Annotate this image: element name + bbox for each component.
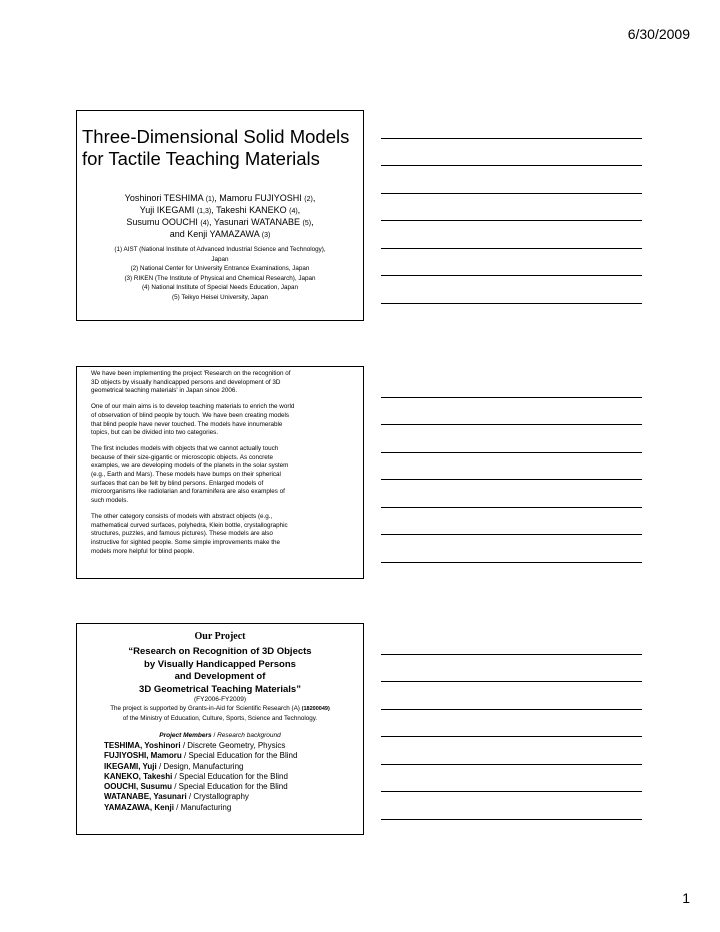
- project-heading: Our Project: [194, 631, 246, 642]
- affiliation-line: (3) RIKEN (The Institute of Physical and Chemical Research), Japan: [124, 274, 316, 282]
- note-line: [381, 764, 642, 765]
- intro-paragraph: [91, 403, 349, 438]
- note-line: [381, 562, 642, 563]
- slide-our-project: [76, 623, 364, 835]
- introduction-text: [91, 370, 349, 563]
- member-row: [104, 803, 359, 813]
- text-line: models more helpful for blind people.: [91, 547, 195, 555]
- author-name: Yoshinori TESHIMA: [124, 193, 206, 203]
- member-row: [104, 751, 359, 761]
- member-name: WATANABE, Yasunari: [104, 792, 187, 802]
- note-line: [381, 424, 642, 425]
- intro-paragraph: [91, 445, 349, 506]
- text-line: instructive for sighted people. Some simple improvements make the: [91, 538, 280, 546]
- text-line: of observation of blind people by touch. We have been creating models: [91, 411, 290, 419]
- project-title: [77, 646, 363, 696]
- slide-introduction: [76, 366, 364, 579]
- author-name: , Mamoru FUJIYOSHI: [214, 193, 305, 203]
- project-title-line: “Research on Recognition of 3D Objects: [128, 646, 312, 657]
- text-line: structures, puzzles, and famous pictures). These models are also: [91, 530, 273, 538]
- member-name: IKEGAMI, Yuji: [104, 761, 157, 771]
- fiscal-years: (FY2006-FY2009): [193, 696, 247, 703]
- affiliation-line: Japan: [211, 255, 229, 263]
- text-line: examples, we are developing models of the planets in the solar system: [91, 462, 289, 470]
- author-line: [77, 217, 363, 229]
- note-line: [381, 275, 642, 276]
- funding-line: [77, 704, 363, 714]
- note-line: [381, 303, 642, 304]
- member-name: KANEKO, Takeshi: [104, 771, 173, 781]
- author-name: ,: [311, 217, 314, 227]
- member-role: / Special Education for the Blind: [181, 751, 298, 761]
- funding-text: The project is supported by Grants-in-Aid for Scientific Research (A): [110, 705, 302, 712]
- author-name: ,: [297, 205, 301, 215]
- funding-note: [77, 704, 363, 723]
- member-row: [104, 741, 359, 751]
- note-line: [381, 397, 642, 398]
- note-line: [381, 479, 642, 480]
- note-line: [381, 507, 642, 508]
- note-line: [381, 165, 642, 166]
- affiliation-marker: (1): [205, 196, 215, 203]
- affiliation-line: (1) AIST (National Institute of Advanced Industrial Science and Technology),: [114, 246, 326, 253]
- project-title-line: by Visually Handicapped Persons: [144, 658, 296, 670]
- slide-title: [76, 110, 364, 321]
- affiliation-list: [77, 245, 363, 302]
- members-heading: [77, 732, 363, 739]
- note-line: [381, 791, 642, 792]
- member-name: TESHIMA, Yoshinori: [104, 741, 181, 750]
- member-role: / Crystallography: [186, 792, 249, 802]
- members-label: Project Members: [159, 732, 212, 739]
- note-line: [381, 709, 642, 710]
- text-line: such models.: [91, 497, 129, 505]
- grant-number: (18200049): [301, 706, 330, 712]
- affiliation-marker: (4): [289, 208, 298, 215]
- members-separator: /: [211, 732, 218, 739]
- note-line: [381, 736, 642, 737]
- text-line: 3D objects by visually handicapped persons and development of 3D: [91, 378, 281, 386]
- intro-paragraph: [91, 370, 349, 396]
- funding-ministry: of the Ministry of Education, Culture, Sports, Science and Technology.: [122, 715, 318, 722]
- member-role: / Manufacturing: [173, 802, 232, 812]
- affiliation-marker: (4): [200, 220, 209, 227]
- author-line: [77, 205, 363, 217]
- text-line: We have been implementing the project 'Research on the recognition of: [91, 370, 291, 377]
- member-row: [104, 772, 359, 782]
- author-line: [77, 229, 363, 241]
- affiliation-marker: (5): [302, 220, 312, 227]
- member-row: [104, 792, 359, 802]
- text-line: (e.g., Earth and Mars). These models have bumps on their spherical: [91, 471, 281, 479]
- member-role: / Special Education for the Blind: [172, 771, 288, 781]
- author-name: Yuji IKEGAMI: [139, 205, 197, 215]
- text-line: The first includes models with objects that we cannot actually touch: [91, 444, 279, 452]
- affiliation-marker: (1,3): [196, 208, 212, 215]
- page-date: 6/30/2009: [627, 26, 690, 42]
- project-title-line: 3D Geometrical Teaching Materials”: [139, 683, 301, 695]
- intro-paragraph: [91, 513, 349, 557]
- note-line: [381, 681, 642, 682]
- affiliation-marker: (3): [261, 232, 271, 239]
- member-list: [104, 741, 359, 813]
- note-line: [381, 248, 642, 249]
- member-role: / Design, Manufacturing: [156, 761, 244, 771]
- text-line: microorganisms like radiolarian and foraminifera are also examples of: [91, 488, 285, 496]
- project-title-line: and Development of: [174, 671, 266, 682]
- author-name: , Yasunari WATANABE: [208, 217, 303, 227]
- member-role: / Discrete Geometry, Physics: [180, 741, 286, 750]
- note-line: [381, 138, 642, 139]
- member-name: FUJIYOSHI, Mamoru: [104, 751, 182, 761]
- author-name: , Takeshi KANEKO: [211, 205, 290, 215]
- members-sublabel: Research background: [217, 732, 281, 739]
- text-line: The other category consists of models with abstract objects (e.g.,: [91, 512, 273, 520]
- member-row: [104, 782, 359, 792]
- text-line: because of their size-gigantic or microscopic objects. As concrete: [91, 453, 273, 461]
- text-line: topics, but can be divided into two categories.: [91, 429, 219, 437]
- member-row: [104, 762, 359, 772]
- text-line: that blind people have never touched. The models have innumerable: [91, 420, 283, 428]
- author-name: and Kenji YAMAZAWA: [169, 229, 262, 239]
- author-line: [77, 193, 363, 205]
- author-list: [77, 193, 363, 241]
- member-name: OOUCHI, Susumu: [104, 782, 173, 792]
- title-line: for Tactile Teaching Materials: [82, 148, 320, 169]
- slide-title-heading: [82, 126, 349, 170]
- member-name: YAMAZAWA, Kenji: [104, 802, 174, 812]
- author-name: Susumu OOUCHI: [126, 217, 201, 227]
- note-line: [381, 193, 642, 194]
- text-line: geometrical teaching materials' in Japan since 2006.: [91, 387, 238, 395]
- affiliation-line: (4) National Institute of Special Needs Education, Japan: [141, 284, 299, 291]
- title-line: Three-Dimensional Solid Models: [82, 126, 350, 147]
- note-line: [381, 654, 642, 655]
- note-line: [381, 819, 642, 820]
- note-line: [381, 220, 642, 221]
- affiliation-marker: (2): [304, 196, 313, 203]
- text-line: mathematical curved surfaces, polyhedra, Klein bottle, crystallographic: [91, 521, 288, 529]
- note-line: [381, 452, 642, 453]
- text-line: surfaces that can be felt by blind persons. Enlarged models of: [91, 479, 264, 487]
- text-line: One of our main aims is to develop teaching materials to enrich the world: [91, 403, 295, 411]
- member-role: / Special Education for the Blind: [172, 782, 288, 792]
- note-line: [381, 534, 642, 535]
- affiliation-line: (5) Teikyo Heisei University, Japan: [171, 293, 268, 301]
- page-number: 1: [682, 890, 690, 906]
- author-name: ,: [312, 193, 316, 203]
- affiliation-line: (2) National Center for University Entrance Examinations, Japan: [130, 265, 310, 272]
